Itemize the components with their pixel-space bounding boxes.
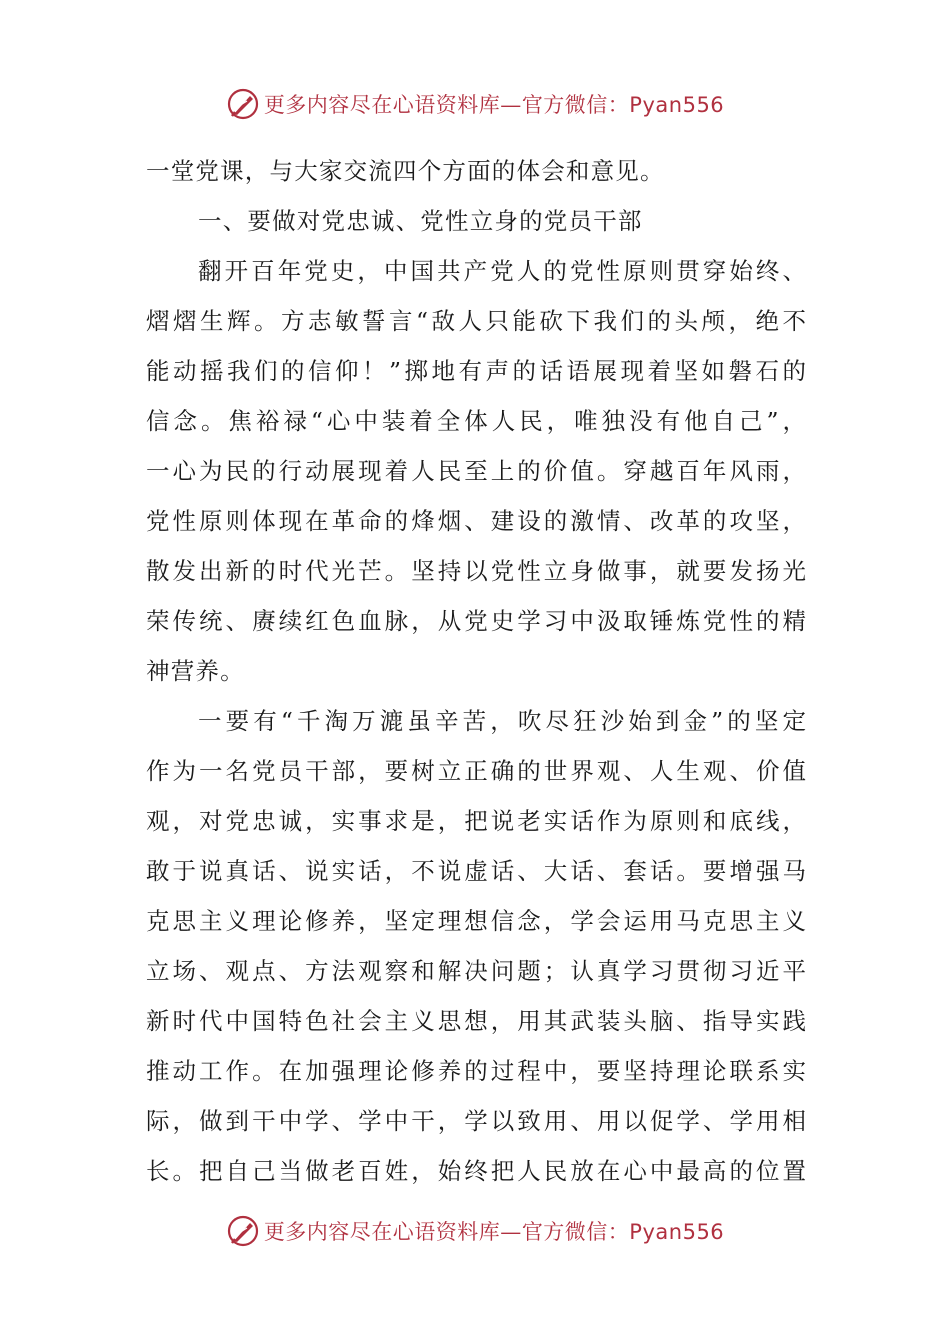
text-line: 能动摇我们的信仰！”掷地有声的话语展现着坚如磐石的 (146, 357, 806, 385)
text-line: 际，做到干中学、学中干，学以致用、用以促学、学用相 (146, 1107, 806, 1135)
text-line: 一堂党课，与大家交流四个方面的体会和意见。 (146, 157, 665, 185)
text-line: 长。把自己当做老百姓，始终把人民放在心中最高的位置 (146, 1157, 806, 1185)
watermark-wechat: 官方微信：Pyan556 (521, 93, 725, 117)
section-heading: 一、要做对党忠诚、党性立身的党员干部 (198, 207, 643, 235)
quill-logo-icon (226, 1214, 260, 1248)
watermark-banner-top (0, 84, 950, 124)
watermark-text: 更多内容尽在心语资料库—官方微信：Pyan556 (263, 93, 725, 117)
quill-logo-icon (226, 87, 260, 121)
document-body (146, 146, 806, 1196)
text-line: 一心为民的行动展现着人民至上的价值。穿越百年风雨， (146, 457, 806, 485)
text-line: 散发出新的时代光芒。坚持以党性立身做事，就要发扬光 (146, 557, 806, 585)
text-line: 一要有“千淘万漉虽辛苦，吹尽狂沙始到金”的坚定 (198, 707, 806, 735)
text-line: 熠熠生辉。方志敏誓言“敌人只能砍下我们的头颅，绝不 (146, 307, 806, 335)
text-line: 党性原则体现在革命的烽烟、建设的激情、改革的攻坚， (146, 507, 806, 535)
watermark-text: 更多内容尽在心语资料库—官方微信：Pyan556 (263, 1220, 725, 1244)
text-line: 作为一名党员干部，要树立正确的世界观、人生观、价值 (146, 757, 806, 785)
text-line: 翻开百年党史，中国共产党人的党性原则贯穿始终、 (198, 257, 806, 285)
text-line: 推动工作。在加强理论修养的过程中，要坚持理论联系实 (146, 1057, 806, 1085)
text-line: 信念。焦裕禄“心中装着全体人民，唯独没有他自己”， (146, 407, 806, 435)
watermark-wechat: 官方微信：Pyan556 (521, 1220, 725, 1244)
text-line: 新时代中国特色社会主义思想，用其武装头脑、指导实践 (146, 1007, 806, 1035)
text-line: 克思主义理论修养，坚定理想信念，学会运用马克思主义 (146, 907, 806, 935)
text-line: 观，对党忠诚，实事求是，把说老实话作为原则和底线， (146, 807, 806, 835)
watermark-banner-bottom (0, 1211, 950, 1251)
text-line: 敢于说真话、说实话，不说虚话、大话、套话。要增强马 (146, 857, 806, 885)
text-line: 荣传统、赓续红色血脉，从党史学习中汲取锤炼党性的精 (146, 607, 806, 635)
text-line: 神营养。 (146, 657, 245, 685)
text-line: 立场、观点、方法观察和解决问题；认真学习贯彻习近平 (146, 957, 806, 985)
